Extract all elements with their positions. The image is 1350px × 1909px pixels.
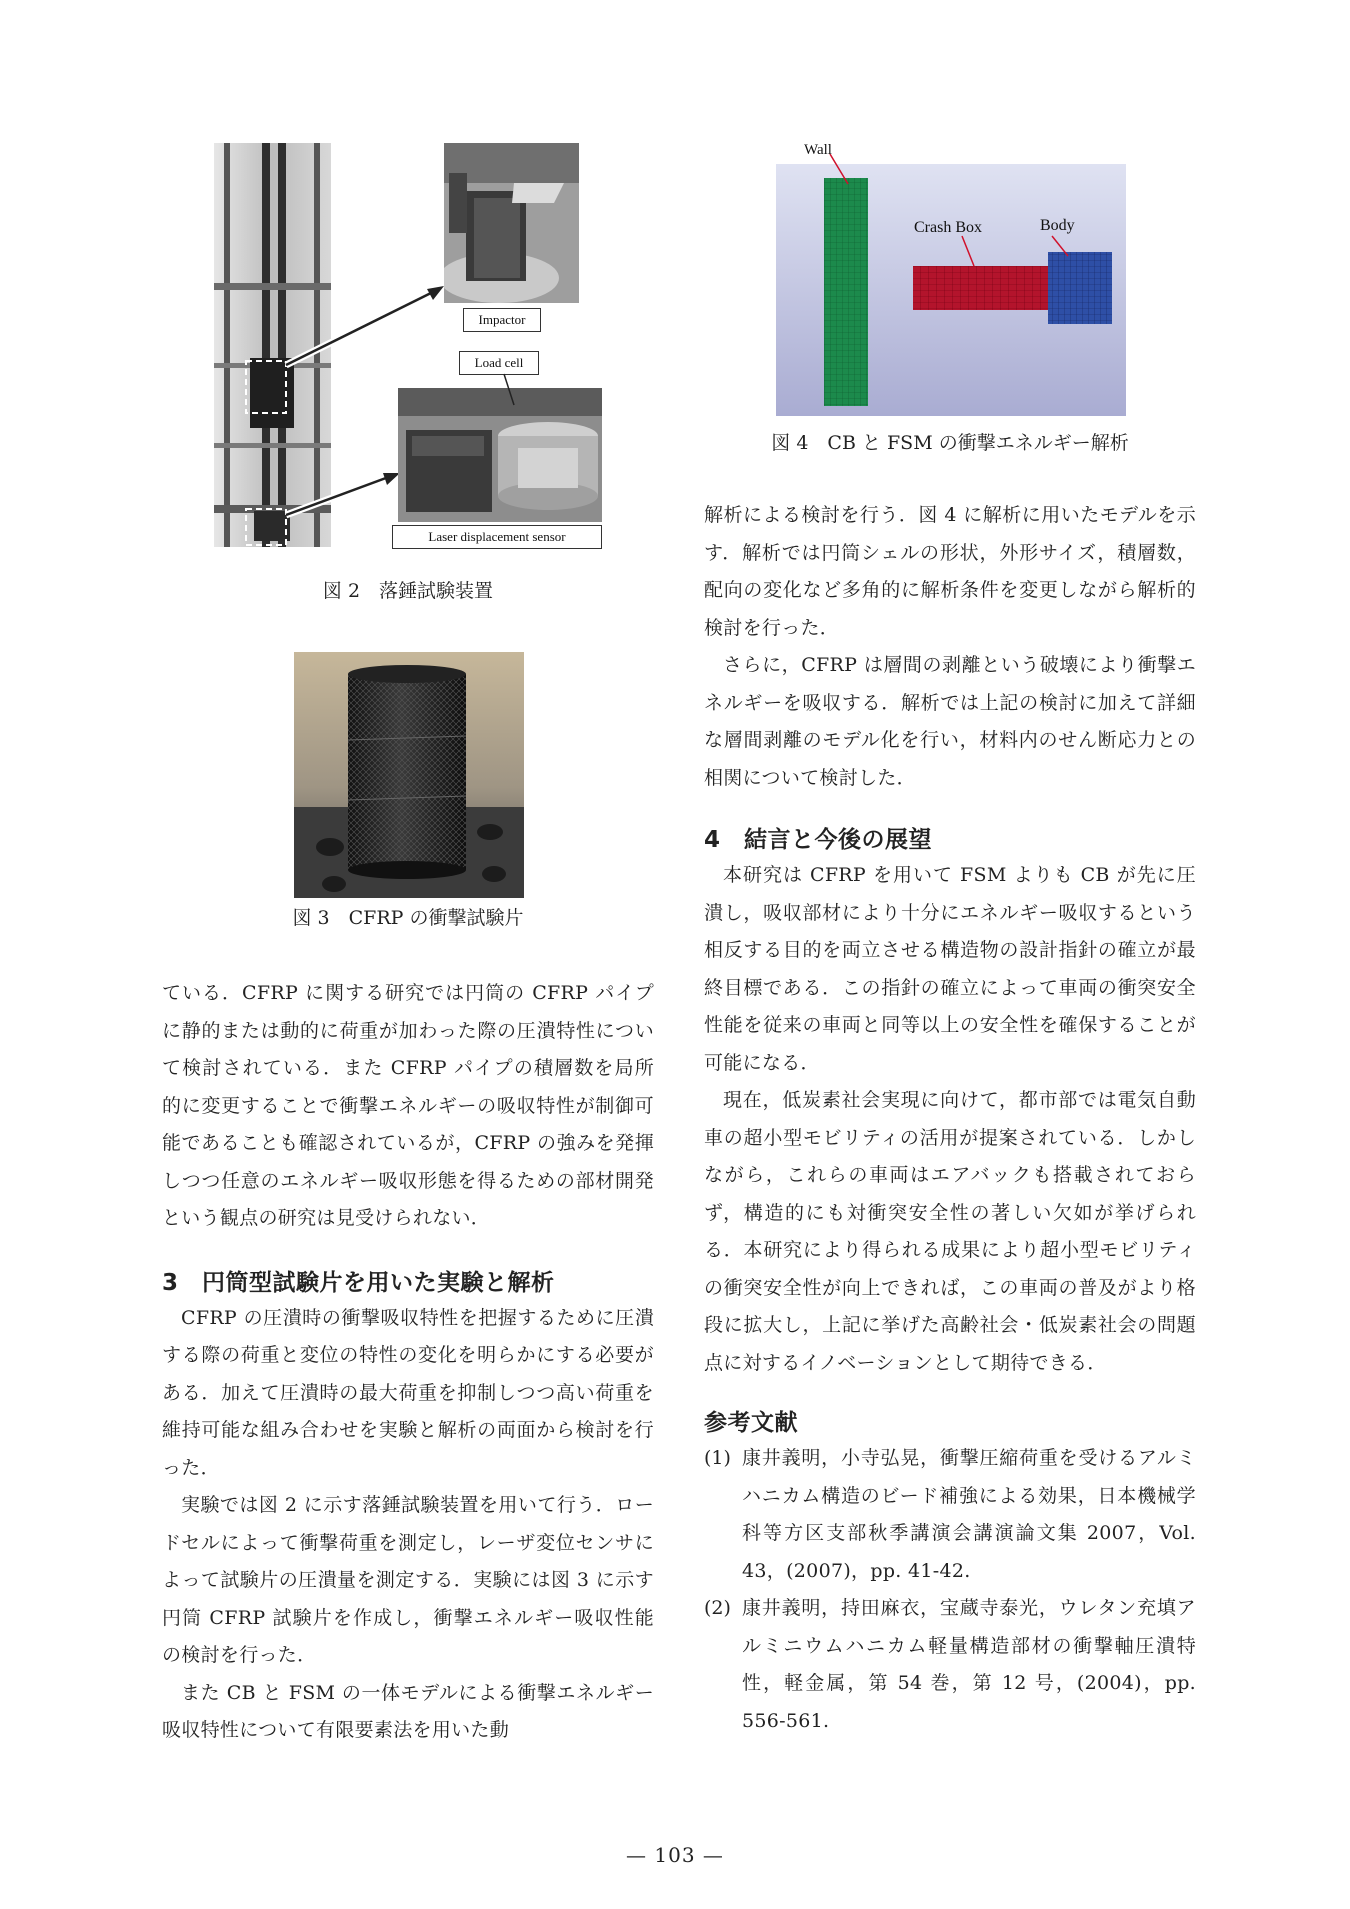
reference-number: (2)	[704, 1597, 731, 1619]
figure-4-caption: 図 4 CB と FSM の衝撃エネルギー解析	[771, 432, 1129, 454]
fe-model-figure	[776, 140, 1126, 416]
figure-2	[214, 143, 602, 547]
section-3-heading: 3 円筒型試験片を用いた実験と解析	[162, 1269, 555, 1296]
section-4-paragraph: 本研究は CFRP を用いて FSM よりも CB が先に圧潰し，吸収部材により十分にエネルギー吸収するという相反する目的を両立させる構造物の設計指針の確立が最終目標である．この指針の確立によって車両の衝突安全性能を従来の車両と同等以上の安全性を確保することが可能になる．	[704, 864, 1196, 1074]
body-label: Body	[1040, 217, 1075, 234]
section-3-paragraph: また CB と FSM の一体モデルによる衝撃エネルギー吸収特性について有限要素法を用いた動	[162, 1681, 654, 1741]
section-4-paragraph: 現在，低炭素社会実現に向けて，都市部では電気自動車の超小型モビリティの活用が提案されている．しかしながら，これらの車両はエアバックも搭載されておらず，構造的にも対衝突安全性の著しい欠如が挙げられる．本研究により得られる成果により超小型モビリティの衝突安全性が向上できれば，この車両の普及がより格段に拡大し，上記に挙げた高齢社会・低炭素社会の問題点に対するイノベーションとして期待できる．	[704, 1089, 1196, 1374]
section-3-paragraph: CFRP の圧潰時の衝撃吸収特性を把握するために圧潰する際の荷重と変位の特性の変化を明らかにする必要がある．加えて圧潰時の最大荷重を抑制しつつ高い荷重を維持可能な組み合わせを実験と解析の両面から検討を行った．	[162, 1306, 654, 1479]
reference-number: (1)	[704, 1447, 731, 1469]
reference-text: 康井義明，小寺弘晃，衝撃圧縮荷重を受けるアルミハニカム構造のビード補強による効果，日本機械学科等方区支部秋季講演会講演論文集 2007，Vol. 43，(2007)，pp. 41-42.	[742, 1447, 1196, 1582]
reference-item	[704, 1590, 1196, 1740]
impactor-label: Impactor	[463, 308, 541, 332]
intro-paragraph: ている．CFRP に関する研究では円筒の CFRP パイプに静的または動的に荷重が加わった際の圧潰特性について検討されている．また CFRP パイプの積層数を局所的に変更することで衝撃エネルギーの吸収特性が制御可能であることも確認されているが，CFRP の強みを発揮しつつ任意のエネルギー吸収形態を得るための部材開発という観点の研究は見受けられない．	[162, 982, 654, 1229]
references-heading: 参考文献	[704, 1410, 798, 1436]
reference-list	[704, 1440, 1196, 1740]
page-number: — 103 —	[626, 1843, 724, 1867]
reference-text: 康井義明，持田麻衣，宝蔵寺泰光，ウレタン充填アルミニウムハニカム軽量構造部材の衝撃軸圧潰特性，軽金属，第 54 巻，第 12 号，(2004)，pp. 556-561.	[742, 1597, 1196, 1732]
crash-box-label: Crash Box	[914, 219, 982, 236]
load-cell-pointer	[214, 143, 602, 547]
section-4-heading: 4 結言と今後の展望	[704, 827, 933, 853]
reference-item	[704, 1440, 1196, 1590]
load-cell-label: Load cell	[459, 351, 539, 375]
analysis-paragraph: 解析による検討を行う．図 4 に解析に用いたモデルを示す．解析では円筒シェルの形状，外形サイズ，積層数，配向の変化など多角的に解析条件を変更しながら解析的検討を行った．	[704, 504, 1196, 639]
figure-2-caption: 図 2 落錘試験装置	[322, 580, 494, 602]
analysis-paragraph: さらに，CFRP は層間の剥離という破壊により衝撃エネルギーを吸収する．解析では上記の検討に加えて詳細な層間剥離のモデル化を行い，材料内のせん断応力との相関について検討した．	[704, 654, 1196, 789]
wall-label: Wall	[804, 142, 832, 158]
cfrp-specimen-photo	[294, 652, 524, 898]
figure-3-caption: 図 3 CFRP の衝撃試験片	[292, 907, 524, 929]
laser-sensor-label: Laser displacement sensor	[392, 525, 602, 549]
section-3-paragraph: 実験では図 2 に示す落錘試験装置を用いて行う．ロードセルによって衝撃荷重を測定し，レーザ変位センサによって試験片の圧潰量を測定する．実験には図 3 に示す円筒 CFRP 試験片を作成し，衝撃エネルギー吸収性能の検討を行った．	[162, 1494, 654, 1666]
left-column	[162, 975, 654, 1750]
right-column	[704, 497, 1196, 1740]
